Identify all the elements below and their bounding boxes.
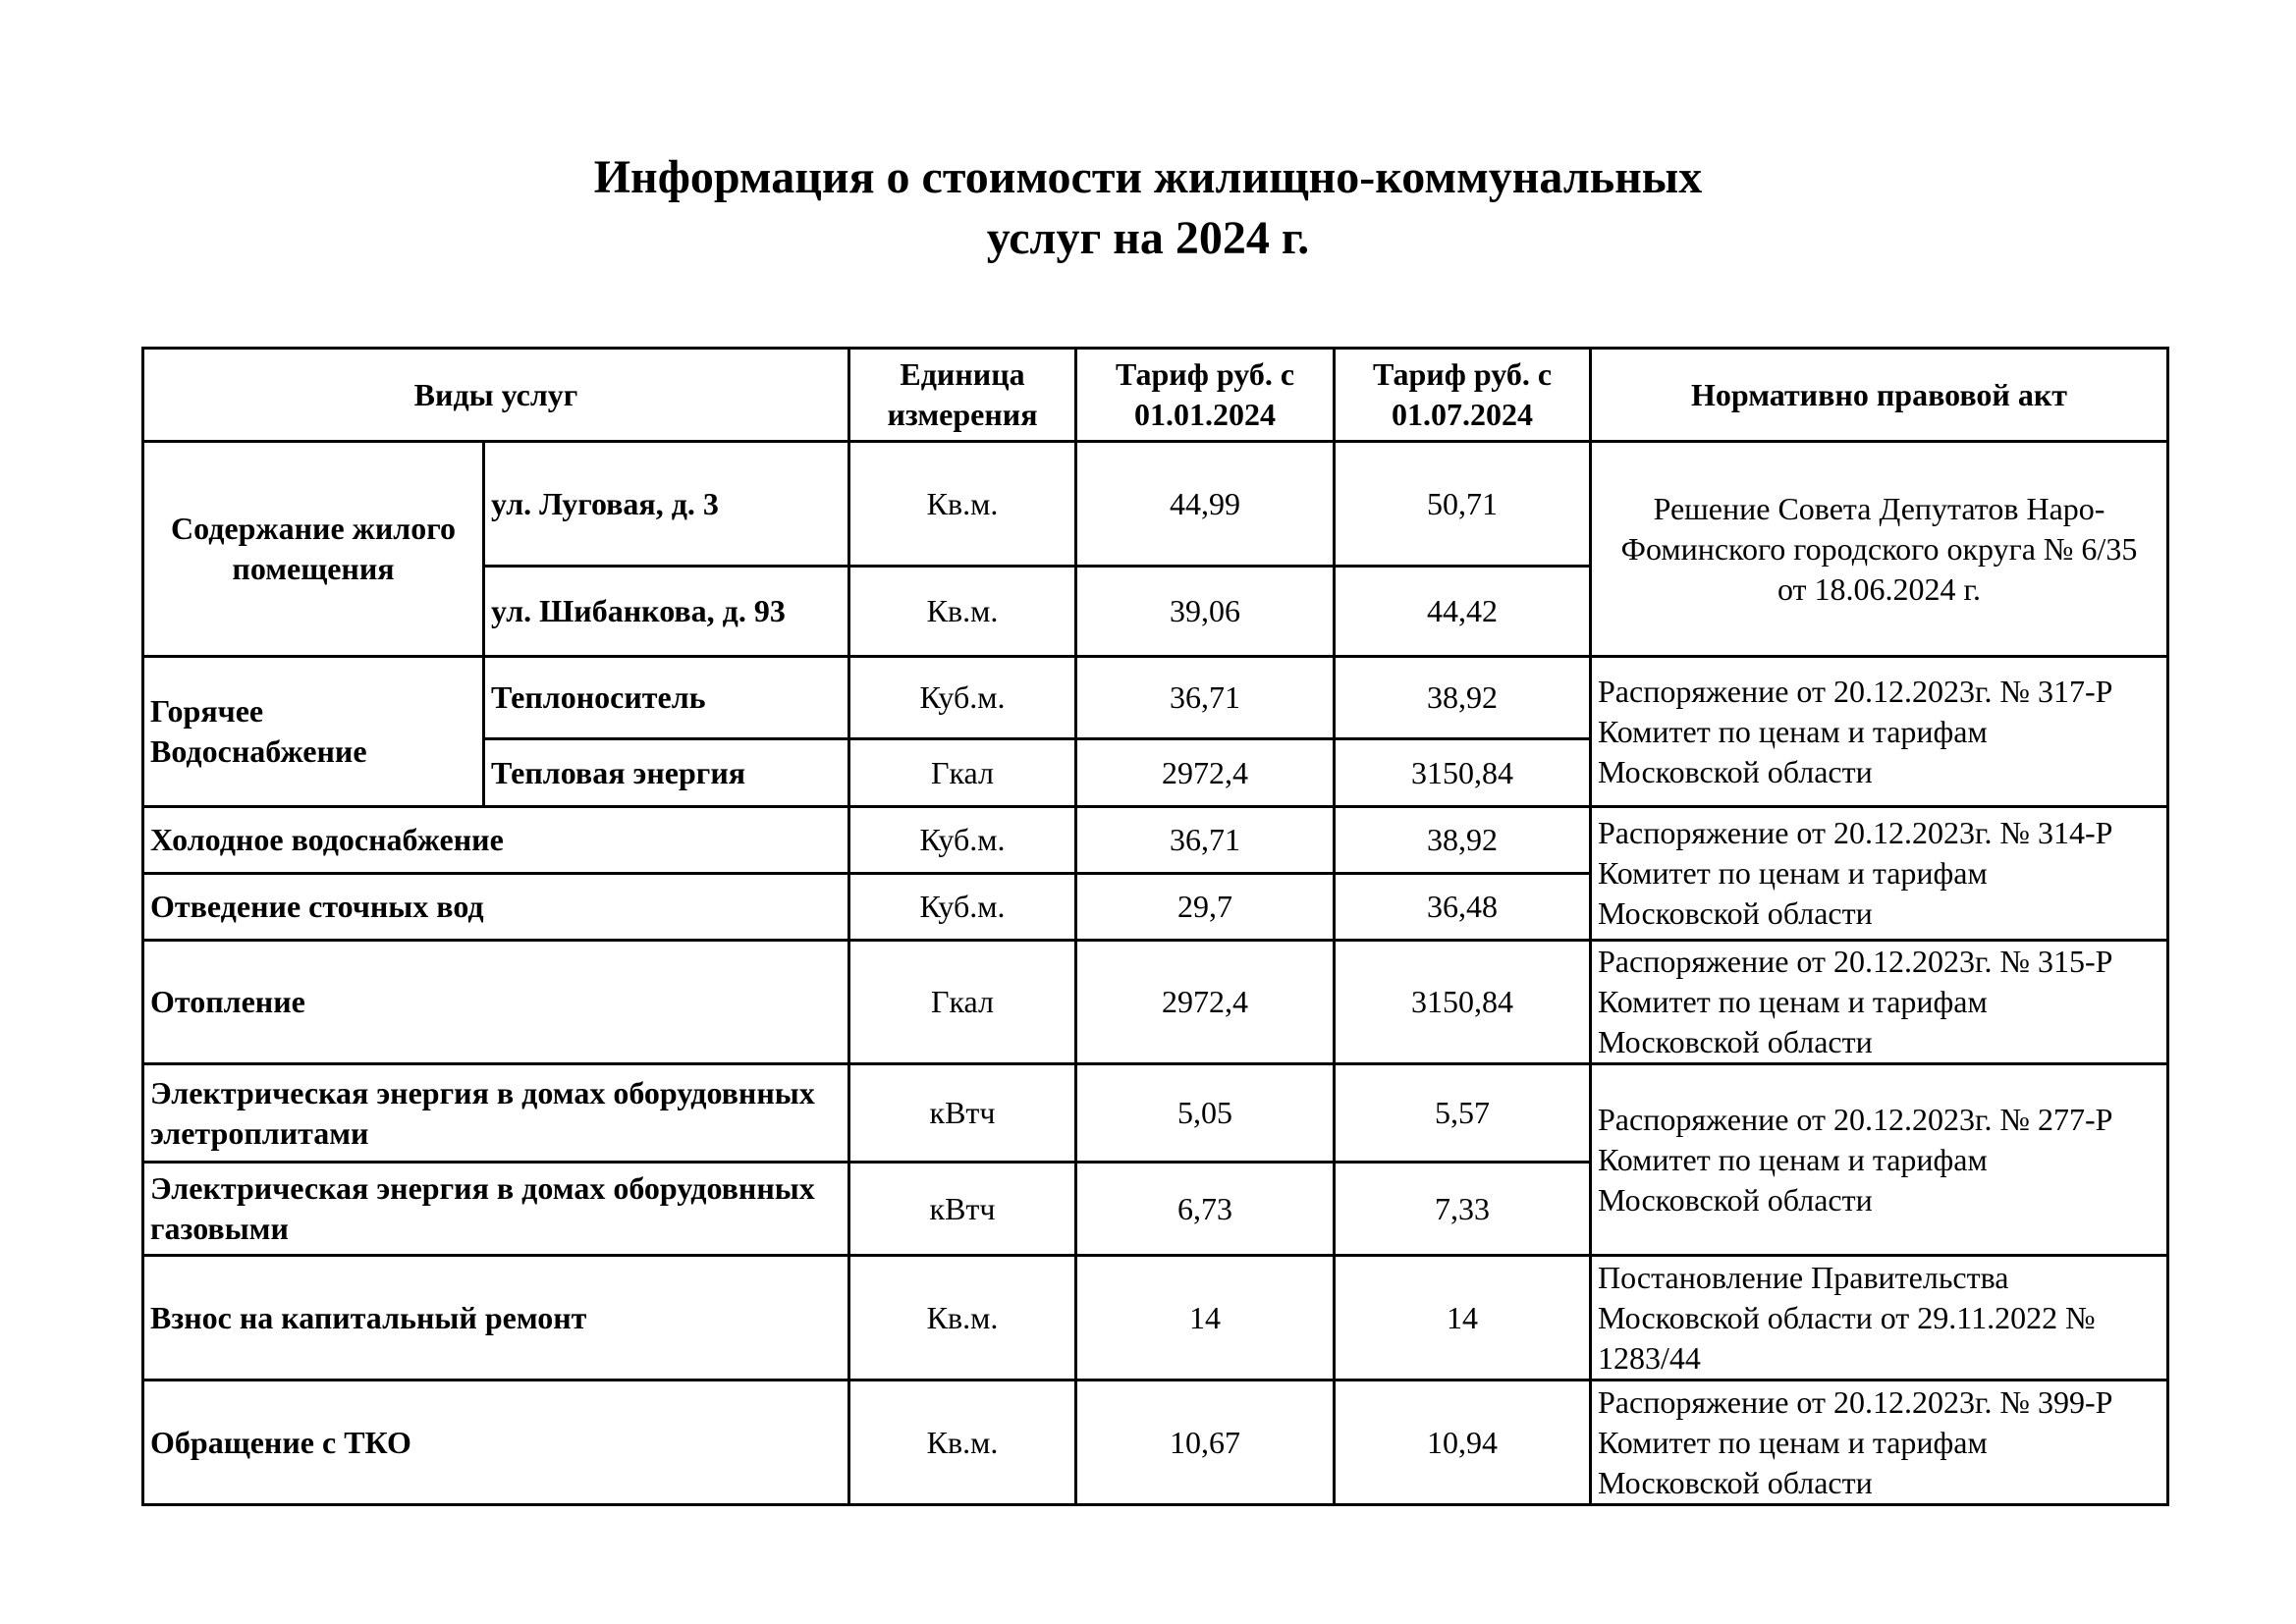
tariff-jul-cell: 36,48 <box>1335 874 1591 941</box>
tariff-jul-cell: 10,94 <box>1335 1380 1591 1505</box>
tariff-jan-cell: 44,99 <box>1076 442 1335 567</box>
unit-cell: Кв.м. <box>849 442 1076 567</box>
unit-cell: Куб.м. <box>849 657 1076 739</box>
service-group-hot-water: Горячее Водоснабжение <box>143 657 484 807</box>
unit-cell: Куб.м. <box>849 807 1076 874</box>
service-name: Обращение с ТКО <box>143 1380 849 1505</box>
tariff-jul-cell: 50,71 <box>1335 442 1591 567</box>
tariff-jan-cell: 10,67 <box>1076 1380 1335 1505</box>
act-cell <box>1591 1064 2168 1256</box>
tariff-jan-cell: 2972,4 <box>1076 941 1335 1064</box>
act-line: Комитет по ценам и тарифам <box>1598 1424 1988 1460</box>
unit-cell: кВтч <box>849 1064 1076 1163</box>
table-header-row <box>143 349 2168 442</box>
act-line: Комитет по ценам и тарифам <box>1598 855 1988 891</box>
unit-cell: Гкал <box>849 941 1076 1064</box>
table-row <box>143 657 2168 739</box>
service-sub: ул. Луговая, д. 3 <box>484 442 849 567</box>
act-line: Московской области <box>1598 1024 1873 1059</box>
tariff-jan-cell: 14 <box>1076 1256 1335 1380</box>
title-line-1: Информация о стоимости жилищно-коммунальных <box>593 151 1703 203</box>
unit-cell: Кв.м. <box>849 1380 1076 1505</box>
act-line: Комитет по ценам и тарифам <box>1598 1141 1988 1177</box>
table-row <box>143 807 2168 874</box>
act-line: Комитет по ценам и тарифам <box>1598 984 1988 1019</box>
act-cell <box>1591 941 2168 1064</box>
table-row <box>143 1256 2168 1380</box>
tariff-jan-cell: 29,7 <box>1076 874 1335 941</box>
unit-cell: кВтч <box>849 1163 1076 1256</box>
service-name: Электрическая энергия в домах оборудовнных газовыми <box>143 1163 849 1256</box>
act-line: Московской области <box>1598 1181 1873 1218</box>
service-name: Электрическая энергия в домах оборудовнных элетроплитами <box>143 1064 849 1163</box>
service-sub: Теплоноситель <box>484 657 849 739</box>
tariff-jul-cell: 38,92 <box>1335 657 1591 739</box>
tariff-jan-cell: 6,73 <box>1076 1163 1335 1256</box>
title-line-2: услуг на 2024 г. <box>986 212 1310 264</box>
act-cell <box>1591 442 2168 657</box>
header-service: Виды услуг <box>143 349 849 442</box>
act-line: Решение Совета Депутатов Наро- <box>1653 490 2105 526</box>
act-cell <box>1591 657 2168 807</box>
tariff-jul-cell: 44,42 <box>1335 567 1591 657</box>
table-row <box>143 1380 2168 1505</box>
unit-cell: Кв.м. <box>849 1256 1076 1380</box>
act-line: Московской области <box>1598 753 1873 789</box>
act-line: 1283/44 <box>1598 1339 1701 1376</box>
header-tariff-jul: Тариф руб. с 01.07.2024 <box>1335 349 1591 442</box>
tariff-jul-cell: 3150,84 <box>1335 739 1591 807</box>
table-row <box>143 1064 2168 1163</box>
act-cell <box>1591 807 2168 941</box>
table-row <box>143 941 2168 1064</box>
tariff-jul-cell: 38,92 <box>1335 807 1591 874</box>
service-name: Холодное водоснабжение <box>143 807 849 874</box>
act-line: Московской области <box>1598 1464 1873 1500</box>
act-line: Фоминского городского округа № 6/35 <box>1620 530 2138 567</box>
header-unit: Единица измерения <box>849 349 1076 442</box>
act-line: Московской области <box>1598 895 1873 931</box>
service-name: Отопление <box>143 941 849 1064</box>
service-group-maintenance: Содержание жилого помещения <box>143 442 484 657</box>
tariff-jul-cell: 5,57 <box>1335 1064 1591 1163</box>
act-line: Распоряжение от 20.12.2023г. № 399-Р <box>1598 1383 2113 1420</box>
unit-cell: Гкал <box>849 739 1076 807</box>
service-name: Отведение сточных вод <box>143 874 849 941</box>
tariff-jul-cell: 7,33 <box>1335 1163 1591 1256</box>
tariff-jan-cell: 39,06 <box>1076 567 1335 657</box>
act-line: Распоряжение от 20.12.2023г. № 277-Р <box>1598 1101 2113 1137</box>
header-tariff-jan: Тариф руб. с 01.01.2024 <box>1076 349 1335 442</box>
act-line: Московской области от 29.11.2022 № <box>1598 1299 2096 1335</box>
table-row <box>143 442 2168 567</box>
tariff-jan-cell: 36,71 <box>1076 807 1335 874</box>
act-line: Распоряжение от 20.12.2023г. № 315-Р <box>1598 944 2113 979</box>
tariff-jan-cell: 36,71 <box>1076 657 1335 739</box>
service-name: Взнос на капитальный ремонт <box>143 1256 849 1380</box>
tariff-table <box>141 347 2169 1506</box>
act-cell <box>1591 1380 2168 1505</box>
act-line: Распоряжение от 20.12.2023г. № 317-Р <box>1598 673 2113 709</box>
tariff-jul-cell: 14 <box>1335 1256 1591 1380</box>
unit-cell: Куб.м. <box>849 874 1076 941</box>
tariff-jan-cell: 2972,4 <box>1076 739 1335 807</box>
header-act: Нормативно правовой акт <box>1591 349 2168 442</box>
unit-cell: Кв.м. <box>849 567 1076 657</box>
service-sub: ул. Шибанкова, д. 93 <box>484 567 849 657</box>
tariff-jul-cell: 3150,84 <box>1335 941 1591 1064</box>
service-sub: Тепловая энергия <box>484 739 849 807</box>
tariff-jan-cell: 5,05 <box>1076 1064 1335 1163</box>
act-line: от 18.06.2024 г. <box>1777 570 1982 607</box>
act-line: Постановление Правительства <box>1598 1259 2009 1295</box>
act-cell <box>1591 1256 2168 1380</box>
act-line: Комитет по ценам и тарифам <box>1598 713 1988 749</box>
page-title <box>0 147 2296 269</box>
act-line: Распоряжение от 20.12.2023г. № 314-Р <box>1598 815 2113 850</box>
